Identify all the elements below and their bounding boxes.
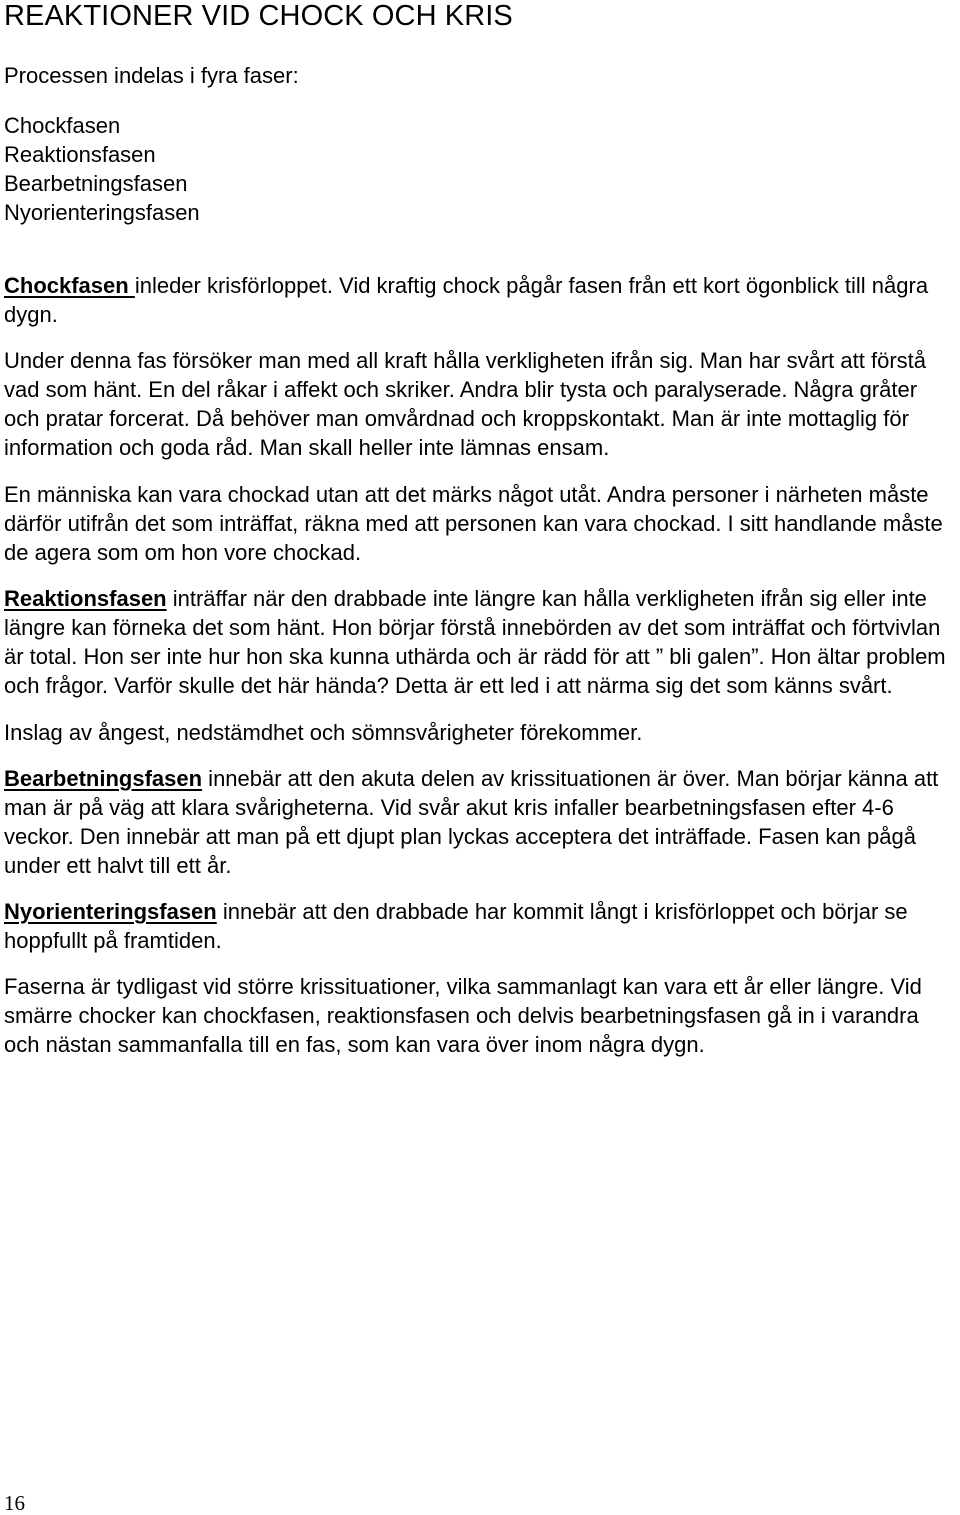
intro-text: Processen indelas i fyra faser: <box>4 63 299 88</box>
chock-paragraph-3: En människa kan vara chockad utan att det märks något utåt. Andra personer i närheten måste därför utifrån det som inträffat, räkna med att personen kan vara chockad. I sitt handlande måste de agera som om hon vore chockad. <box>4 482 943 565</box>
phase-list <box>4 111 956 227</box>
chock-paragraph-2: Under denna fas försöker man med all kraft hålla verkligheten ifrån sig. Man har svårt att förstå vad som hänt. En del råkar i affekt och skriker. Andra blir tysta och paralyserade. Några gråter och pratar forcerat. Då behöver man omvårdnad och kroppskontakt. Man är inte mottaglig för information och goda råd. Man skall heller inte lämnas ensam. <box>4 348 926 460</box>
bearbetning-text: innebär att den akuta delen av krissituationen är över. Man börjar känna att man är på väg att klara svårigheterna. Vid svår akut kris infaller bearbetningsfasen efter 4-6 veckor. Den innebär att man på ett djupt plan lyckas acceptera det inträffade. Fasen kan pågå under ett halvt till ett år. <box>4 766 939 878</box>
nyorientering-paragraph <box>4 897 956 955</box>
document-page <box>4 0 956 1059</box>
chock-text: inleder krisförloppet. Vid kraftig chock pågår fasen från ett kort ögonblick till några dygn. <box>4 273 929 327</box>
bearbetning-paragraph <box>4 764 956 880</box>
nyorientering-term: Nyorienteringsfasen <box>4 899 217 924</box>
phase-item-reaktionsfasen: Reaktionsfasen <box>4 142 156 167</box>
final-paragraph: Faserna är tydligast vid större krissituationer, vilka sammanlagt kan vara ett år eller längre. Vid smärre chocker kan chockfasen, reaktionsfasen och delvis bearbetningsfasen gå in i varandra och nästan sammanfalla till en fas, som kan vara över inom några dygn. <box>4 974 922 1057</box>
page-title: REAKTIONER VID CHOCK OCH KRIS <box>4 0 513 32</box>
page-number: 16 <box>4 1491 25 1515</box>
bearbetning-term: Bearbetningsfasen <box>4 766 203 791</box>
reaktion-term: Reaktionsfasen <box>4 586 167 611</box>
reaktion-paragraph-2: Inslag av ångest, nedstämdhet och sömnsvårigheter förekommer. <box>4 720 643 745</box>
chock-paragraph <box>4 271 956 329</box>
phase-item-nyorienteringsfasen: Nyorienteringsfasen <box>4 200 200 225</box>
phase-item-chockfasen: Chockfasen <box>4 113 121 138</box>
reaktion-paragraph <box>4 584 956 700</box>
phase-item-bearbetningsfasen: Bearbetningsfasen <box>4 171 188 196</box>
chock-term: Chockfasen <box>4 273 135 298</box>
nyorientering-text: innebär att den drabbade har kommit långt i krisförloppet och börjar se hoppfullt på framtiden. <box>4 899 908 953</box>
reaktion-text: inträffar när den drabbade inte längre kan hålla verkligheten ifrån sig eller inte längre kan förneka det som hänt. Hon börjar förstå innebörden av det som inträffat och förtvivlan är total. Hon ser inte hur hon ska kunna uthärda och är rädd för att ” bli galen”. Hon ältar problem och frågor. Varför skulle det här hända? Detta är ett led i att närma sig det som känns svårt. <box>4 586 946 698</box>
